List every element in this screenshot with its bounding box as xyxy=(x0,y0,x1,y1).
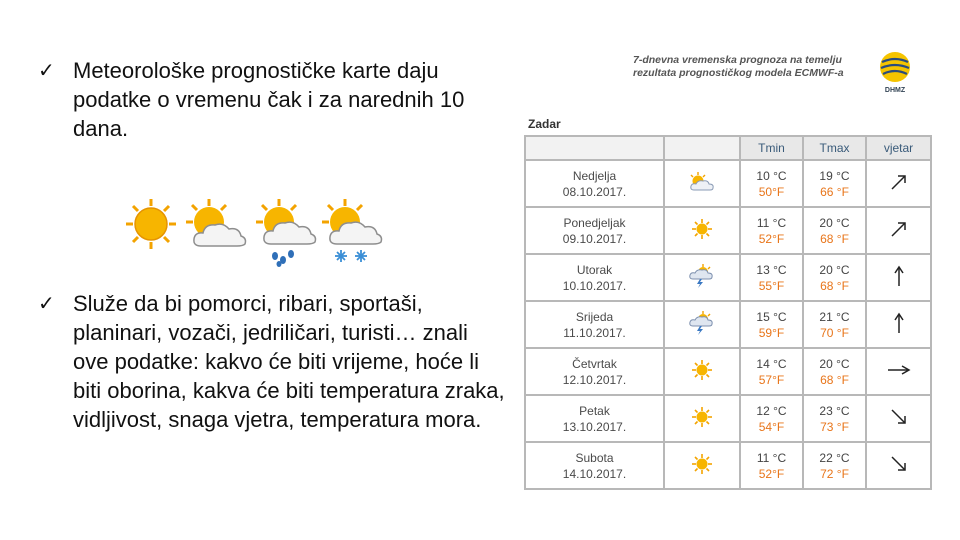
bullet-text: Služe da bi pomorci, ribari, sportaši, planinari, vozači, jedriličari, turisti… znali ove podatke: kakvo će biti vrijeme, hoće li biti oborina, kakva će biti temperatura zraka, vidljivost, snaga vjetra, temperatura mora. xyxy=(73,291,505,432)
table-row xyxy=(525,442,931,489)
forecast-table xyxy=(524,135,932,490)
day-date: 12.10.2017. xyxy=(562,372,627,387)
arrow-up-right-icon xyxy=(889,228,909,242)
weather-icon-cell xyxy=(664,160,740,207)
weather-icon-cell xyxy=(664,348,740,395)
forecast-title xyxy=(633,54,863,80)
tmax-fahrenheit: 68 °F xyxy=(820,372,849,387)
table-row xyxy=(525,301,931,348)
weather-icon-cell xyxy=(664,395,740,442)
wind-cell xyxy=(866,254,931,301)
tmax-celsius: 20 °C xyxy=(819,215,850,230)
arrow-up-icon xyxy=(889,276,909,290)
arrow-up-icon xyxy=(889,323,909,337)
day-cell xyxy=(525,301,664,348)
tmax-fahrenheit: 73 °F xyxy=(820,419,849,434)
tmin-fahrenheit: 59°F xyxy=(758,325,785,340)
tmin-fahrenheit: 52°F xyxy=(758,466,785,481)
wind-cell xyxy=(866,207,931,254)
bullet-text: Meteorološke prognostičke karte daju podatke o vremenu čak i za narednih 10 dana. xyxy=(73,58,465,141)
header-tmin: Tmin xyxy=(740,136,803,160)
weather-icons-row xyxy=(125,198,385,270)
tmax-celsius: 22 °C xyxy=(819,450,850,465)
tmin-cell xyxy=(740,207,803,254)
tmax-fahrenheit: 70 °F xyxy=(820,325,849,340)
sun-icon xyxy=(125,198,177,250)
day-date: 11.10.2017. xyxy=(563,325,626,340)
day-date: 13.10.2017. xyxy=(562,419,627,434)
header-day xyxy=(525,136,664,160)
wind-cell xyxy=(866,395,931,442)
tmax-cell xyxy=(803,442,866,489)
tmin-cell xyxy=(740,160,803,207)
sun-icon xyxy=(692,369,712,383)
tmax-cell xyxy=(803,395,866,442)
tmax-fahrenheit: 68 °F xyxy=(820,278,849,293)
wind-cell xyxy=(866,442,931,489)
header-tmax: Tmax xyxy=(803,136,866,160)
weather-icon-cell xyxy=(664,301,740,348)
tmin-celsius: 11 °C xyxy=(756,215,787,230)
weather-icon-cell xyxy=(664,442,740,489)
table-row xyxy=(525,207,931,254)
tmin-celsius: 13 °C xyxy=(756,262,787,277)
tmax-cell xyxy=(803,254,866,301)
tmin-fahrenheit: 55°F xyxy=(758,278,785,293)
city-name: Zadar xyxy=(528,117,561,131)
day-cell xyxy=(525,442,664,489)
table-header-row xyxy=(525,136,931,160)
day-cell xyxy=(525,348,664,395)
tmax-cell xyxy=(803,348,866,395)
sun-icon xyxy=(692,228,712,242)
sun-cloud-lightning-icon xyxy=(689,277,715,291)
header-icon xyxy=(664,136,740,160)
tmin-celsius: 14 °C xyxy=(756,356,787,371)
day-name: Nedjelja xyxy=(572,168,617,183)
tmin-celsius: 12 °C xyxy=(756,403,787,418)
day-name: Subota xyxy=(575,450,614,465)
tmax-celsius: 21 °C xyxy=(819,309,850,324)
sun-cloud-snow-icon xyxy=(321,198,387,268)
sun-cloud-rain-icon xyxy=(255,198,321,268)
wind-cell xyxy=(866,301,931,348)
tmax-cell xyxy=(803,207,866,254)
tmin-celsius: 15 °C xyxy=(756,309,787,324)
tmin-fahrenheit: 54°F xyxy=(758,419,785,434)
wind-cell xyxy=(866,348,931,395)
day-name: Ponedjeljak xyxy=(563,215,626,230)
tmin-cell xyxy=(740,301,803,348)
day-name: Srijeda xyxy=(575,309,614,324)
sun-cloud-lightning-icon xyxy=(689,324,715,338)
arrow-right-icon xyxy=(887,366,911,380)
table-row xyxy=(525,348,931,395)
table-row xyxy=(525,160,931,207)
day-name: Petak xyxy=(579,403,610,418)
day-date: 08.10.2017. xyxy=(562,184,627,199)
weather-icon-cell xyxy=(664,254,740,301)
tmax-celsius: 20 °C xyxy=(819,262,850,277)
dhmz-logo xyxy=(872,50,918,98)
sun-cloud-icon xyxy=(185,198,251,250)
tmin-cell xyxy=(740,442,803,489)
day-date: 09.10.2017. xyxy=(562,231,627,246)
day-cell xyxy=(525,160,664,207)
table-row xyxy=(525,254,931,301)
wind-cell xyxy=(866,160,931,207)
tmin-fahrenheit: 52°F xyxy=(758,231,785,246)
tmax-celsius: 19 °C xyxy=(819,168,850,183)
day-name: Utorak xyxy=(576,262,613,277)
day-name: Četvrtak xyxy=(572,356,617,371)
tmax-celsius: 20 °C xyxy=(819,356,850,371)
tmax-cell xyxy=(803,301,866,348)
dhmz-logo-icon xyxy=(878,50,912,84)
tmax-cell xyxy=(803,160,866,207)
sun-icon xyxy=(692,416,712,430)
forecast-title-line2: rezultata prognostičkog modela ECMWF-a xyxy=(633,67,844,79)
forecast-title-line1: 7-dnevna vremenska prognoza na temelju xyxy=(633,54,842,66)
tmin-fahrenheit: 57°F xyxy=(758,372,785,387)
day-cell xyxy=(525,207,664,254)
tmin-fahrenheit: 50°F xyxy=(758,184,785,199)
tmax-fahrenheit: 68 °F xyxy=(820,231,849,246)
tmax-fahrenheit: 66 °F xyxy=(820,184,849,199)
tmax-fahrenheit: 72 °F xyxy=(820,466,849,481)
logo-text: DHMZ xyxy=(884,87,906,94)
tmin-celsius: 10 °C xyxy=(756,168,787,183)
arrow-down-right-icon xyxy=(889,416,909,430)
day-cell xyxy=(525,395,664,442)
header-wind: vjetar xyxy=(866,136,931,160)
tmin-celsius: 11 °C xyxy=(756,450,787,465)
tmin-cell xyxy=(740,348,803,395)
sun-icon xyxy=(692,463,712,477)
sun-cloud-icon xyxy=(689,181,715,195)
checkmark-icon: ✓ xyxy=(38,291,55,315)
arrow-down-right-icon xyxy=(889,463,909,477)
tmin-cell xyxy=(740,395,803,442)
day-date: 14.10.2017. xyxy=(562,466,627,481)
tmax-celsius: 23 °C xyxy=(819,403,850,418)
day-cell xyxy=(525,254,664,301)
day-date: 10.10.2017. xyxy=(562,278,627,293)
table-row xyxy=(525,395,931,442)
weather-icon-cell xyxy=(664,207,740,254)
arrow-up-right-icon xyxy=(889,181,909,195)
checkmark-icon: ✓ xyxy=(38,58,55,82)
tmin-cell xyxy=(740,254,803,301)
